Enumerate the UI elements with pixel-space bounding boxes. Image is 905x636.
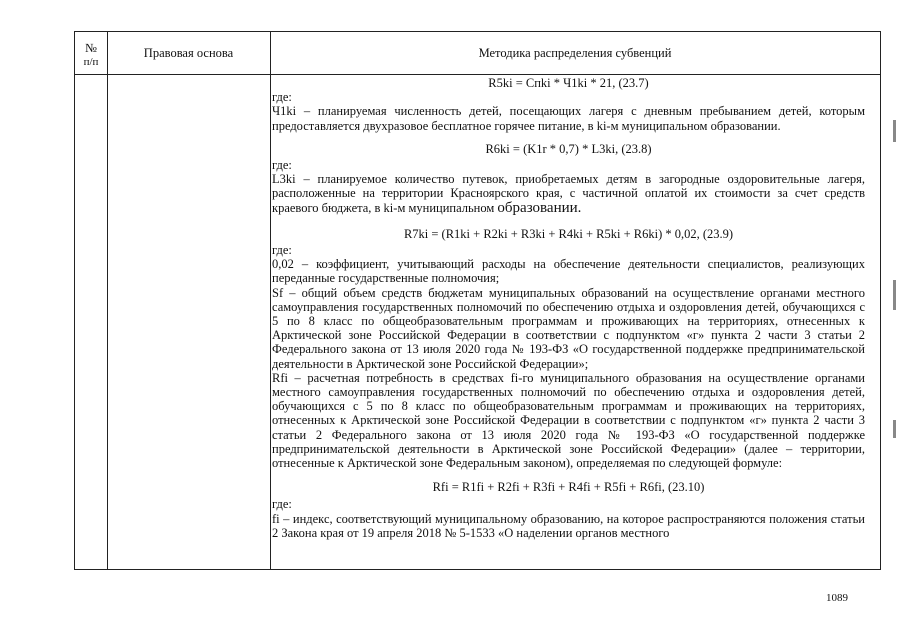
scan-edge-mark [893,420,896,438]
page-number: 1089 [826,592,848,604]
definition-l3ki [272,172,865,215]
definition-sf: Sf – общий объем средств бюджетам муниципальных образований на осуществление органами местного самоуправления государственных полномочий по обеспечению отдыха и оздоровления детей, обучающихся с 5 по 8 класс по общеобразовательным программам и проживающих на территориях, отнесенных к Арктической зоне Российской Федерации в соответствии с подпунктом «г» пункта 2 части 3 статьи 2 Федерального закона от 13 июля 2020 года № 193-ФЗ «О государственной поддержке предпринимательской деятельности в Арктической зоне Российской Федерации»; [272,285,865,371]
definition-coefficient: 0,02 – коэффициент, учитывающий расходы на обеспечение деятельности специалистов, реализующих переданные государственные полномочия; [272,257,865,286]
methodology-table [74,31,881,570]
column-divider-1 [107,32,108,569]
formula-23-10: Rfi = R1fi + R2fi + R3fi + R4fi + R5fi + R6fi, (23.10) [432,480,705,495]
where-label: где: [272,90,292,105]
definition-fi: fi – индекс, соответствующий муниципальному образованию, на которое распространяются положения статьи 2 Закона края от 19 апреля 2018 № 5-1533 «О наделении органов местного [272,511,865,540]
methodology-content [272,76,865,540]
definition-ch1ki: Ч1ki – планируемая численность детей, посещающих лагеря с дневным пребыванием детей, которым предоставляется двухразовое бесплатное горячее питание, в ki-м муниципальном образовании. [272,104,865,133]
where-label: где: [272,243,292,258]
header-legal-basis: Правовая основа [143,46,234,60]
where-label: где: [272,497,292,512]
formula-23-8: R6ki = (K1r * 0,7) * L3ki, (23.8) [485,141,652,156]
header-methodology: Методика распределения субвенций [478,46,672,60]
definition-rfi: Rfi – расчетная потребность в средствах fi-го муниципального образования на осуществление органами местного самоуправления государственных полномочий по обеспечению отдыха и оздоровления детей, обучающихся с 5 по 8 класс по общеобразовательным программам и проживающих на территориях, отнесенных к Арктической зоне Российской Федерации в соответствии с подпунктом «г» пункта 2 части 3 статьи 2 Федерального закона от 13 июля 2020 года № 193-ФЗ «О государственной поддержке предпринимательской деятельности в Арктической зоне Российской Федерации» (далее – территории, отнесенные к Арктической зоне Федеральным законом), определяемая по следующей формуле: [272,370,865,471]
where-label: где: [272,158,292,173]
scan-edge-mark [893,280,896,310]
formula-23-7: R5ki = Cпki * Ч1ki * 21, (23.7) [488,76,649,90]
column-divider-2 [270,32,271,569]
header-number-cell [75,41,107,69]
header-number-abbr: п/п [83,56,99,68]
header-divider [75,74,880,75]
scan-edge-mark [893,120,896,142]
header-number-sign: № [85,41,97,55]
definition-l3ki-tail: образовании. [497,199,582,216]
definition-l3ki-text: L3ki – планируемое количество путевок, приобретаемых детям в загородные оздоровительные лагеря, расположенные на территории Красноярского края, с частичной оплатой их стоимости за счет средств краевого бюджета, в ki-м муниципальном [272,172,865,215]
formula-23-9: R7ki = (R1ki + R2ki + R3ki + R4ki + R5ki + R6ki) * 0,02, (23.9) [403,226,734,241]
